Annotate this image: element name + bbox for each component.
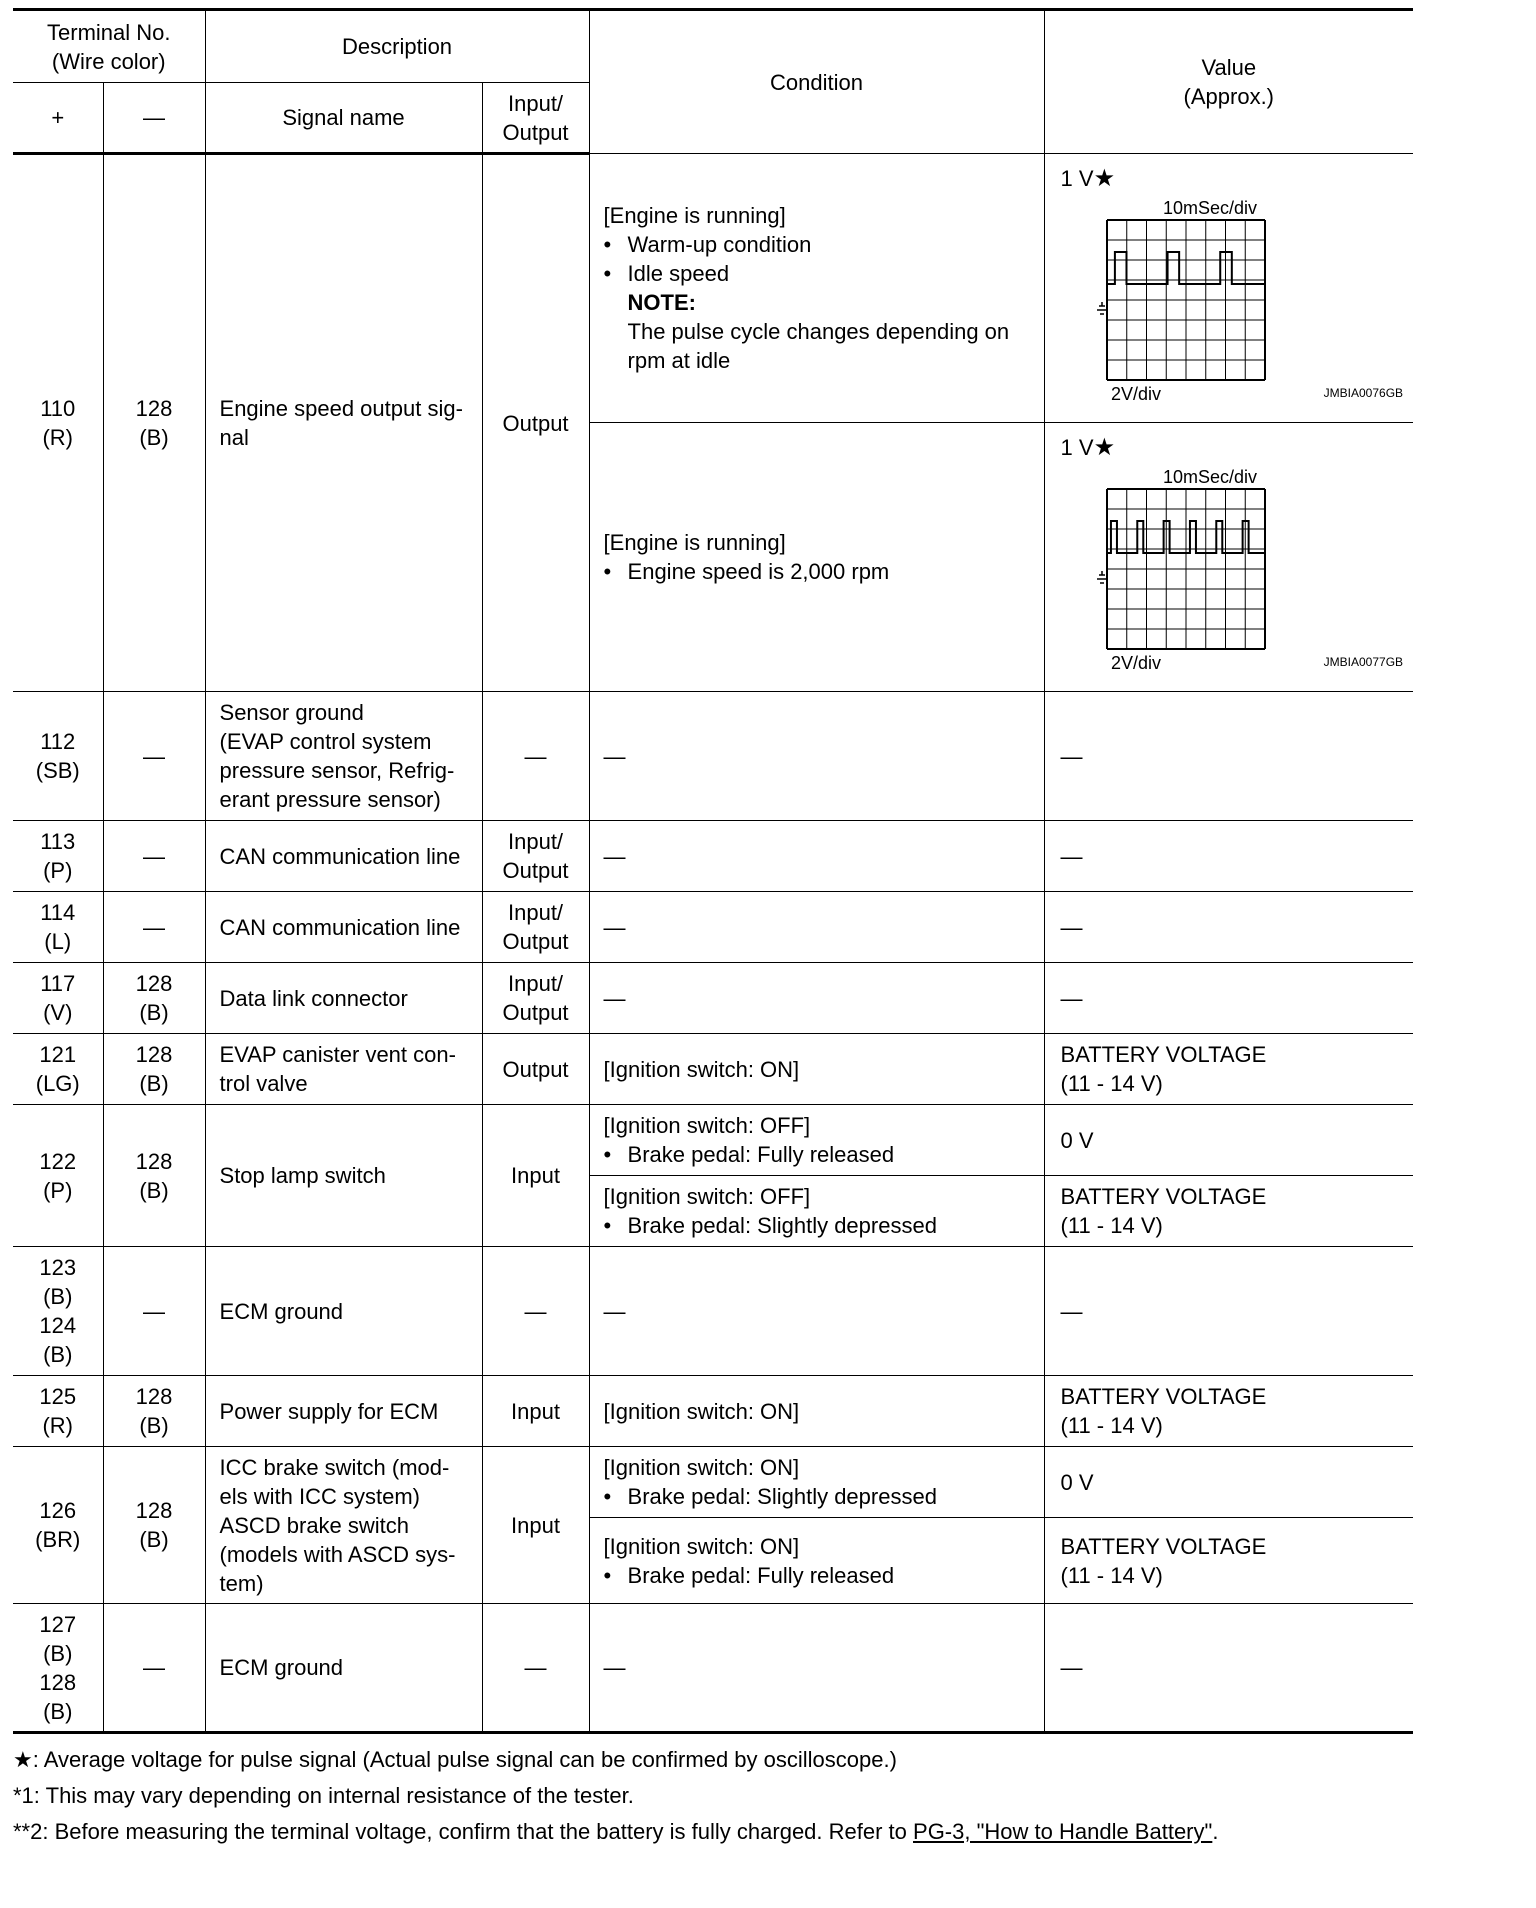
- io-header: [482, 83, 589, 154]
- figure-code: JMBIA0076GB: [1323, 386, 1404, 400]
- figure-code: JMBIA0077GB: [1323, 655, 1404, 669]
- grid: [1107, 220, 1265, 380]
- io-text: Output: [502, 1000, 569, 1025]
- io-cell: [482, 821, 589, 892]
- signal-cell: CAN communication line: [205, 821, 482, 892]
- table-row: [13, 1604, 1413, 1733]
- terminal-number: 122: [39, 1148, 77, 1174]
- io-cell: —: [482, 1604, 589, 1733]
- io-cell: Input: [482, 1376, 589, 1447]
- terminal-number: 124: [39, 1313, 77, 1338]
- condition-cell: [589, 1176, 1044, 1247]
- table-row: [13, 1376, 1413, 1447]
- condition-bullet: • Brake pedal: Fully released: [604, 1140, 1036, 1169]
- condition-cell: —: [589, 1604, 1044, 1733]
- wire-color: (B): [139, 425, 169, 450]
- value-text: BATTERY VOLTAGE: [1060, 1384, 1267, 1409]
- table-row: [13, 692, 1413, 821]
- minus-cell: —: [103, 1604, 205, 1733]
- condition-header: Condition: [589, 10, 1044, 154]
- wire-color: (R): [42, 1413, 74, 1438]
- minus-header: —: [103, 83, 205, 154]
- footnote-2: [13, 1814, 1413, 1850]
- value-text: BATTERY VOLTAGE: [1060, 1042, 1267, 1067]
- minus-cell: —: [103, 1247, 205, 1376]
- condition-head: [Engine is running]: [603, 203, 786, 228]
- plus-cell: [13, 1447, 103, 1604]
- terminal-number: 112: [40, 729, 76, 754]
- table-row: [13, 1105, 1413, 1176]
- signal-name: Sensor ground: [219, 700, 364, 725]
- value-header: [1044, 10, 1413, 154]
- note-text: The pulse cycle changes depending on: [627, 319, 1010, 344]
- terminal-number: 121: [39, 1042, 77, 1067]
- condition-head: [Ignition switch: OFF]: [603, 1113, 811, 1138]
- terminal-number: 126: [39, 1498, 77, 1523]
- ecm-terminal-table: [13, 8, 1413, 1734]
- minus-cell: [103, 154, 205, 692]
- value-cell: —: [1044, 821, 1413, 892]
- footnote-text: : Average voltage for pulse signal (Actual pulse signal can be confirmed by oscilloscope.): [32, 1747, 897, 1772]
- plus-cell: [13, 1247, 103, 1376]
- condition-cell: [589, 1105, 1044, 1176]
- value-cell: [1044, 1176, 1413, 1247]
- condition-bullet: • Brake pedal: Fully released: [604, 1561, 1036, 1590]
- wire-color: (B): [43, 1284, 73, 1309]
- wire-color: (BR): [35, 1527, 81, 1552]
- approx-label: (Approx.): [1183, 84, 1275, 109]
- signal-name: pressure sensor, Refrig-: [219, 758, 455, 783]
- footnote-text: .: [1212, 1819, 1219, 1844]
- condition-bullet: • Idle speed: [604, 259, 1036, 288]
- wire-color: (B): [139, 1413, 169, 1438]
- minus-cell: —: [103, 821, 205, 892]
- table-row: [13, 154, 1413, 423]
- condition-cell: —: [589, 1247, 1044, 1376]
- condition-bullet: • Engine speed is 2,000 rpm: [604, 557, 1036, 586]
- io-text: Input/: [508, 971, 564, 996]
- wire-color: (B): [139, 1527, 169, 1552]
- footnote-star: [13, 1742, 1413, 1778]
- minus-cell: [103, 1376, 205, 1447]
- condition-head: [Ignition switch: ON]: [603, 1533, 800, 1559]
- value-cell: [1044, 1376, 1413, 1447]
- terminal-number: 128: [135, 1384, 173, 1409]
- terminal-number: 128: [135, 1498, 173, 1523]
- io-text: Output: [502, 929, 569, 954]
- table-row: [13, 1247, 1413, 1376]
- condition-cell: —: [589, 963, 1044, 1034]
- signal-name: tem): [219, 1570, 264, 1596]
- time-div-label: 10mSec/div: [1162, 198, 1257, 218]
- wire-color-label: (Wire color): [51, 48, 166, 74]
- condition-head: [Ignition switch: OFF]: [603, 1184, 811, 1209]
- io-cell: Output: [482, 1034, 589, 1105]
- wire-color: (B): [139, 1071, 169, 1096]
- table-row: [13, 1034, 1413, 1105]
- star-icon: ★: [1093, 434, 1116, 461]
- wire-color: (SB): [35, 758, 80, 783]
- star-icon: ★: [13, 1747, 33, 1772]
- io-text: Input/: [508, 829, 564, 854]
- oscilloscope-waveform: [1045, 423, 1414, 691]
- table-row: [13, 821, 1413, 892]
- value-cell: [1044, 1518, 1413, 1604]
- wire-color: (R): [42, 425, 74, 450]
- plus-cell: [13, 1604, 103, 1733]
- plus-cell: [13, 963, 103, 1034]
- ground-icon: [1097, 302, 1107, 314]
- wire-color: (B): [43, 1342, 73, 1367]
- signal-name-header: Signal name: [205, 83, 482, 154]
- terminal-number: 110: [40, 396, 76, 421]
- volt-div-label: 2V/div: [1110, 384, 1161, 404]
- description-header: Description: [205, 10, 589, 83]
- wire-color: (LG): [35, 1071, 80, 1096]
- value-cell: —: [1044, 692, 1413, 821]
- signal-name: Engine speed output sig-: [219, 396, 463, 421]
- plus-cell: [13, 692, 103, 821]
- value-text: (11 - 14 V): [1060, 1213, 1163, 1238]
- condition-cell: [Ignition switch: ON]: [589, 1034, 1044, 1105]
- terminal-number: 128: [39, 1669, 77, 1695]
- wire-color: (B): [139, 1177, 169, 1203]
- plus-cell: [13, 892, 103, 963]
- io-cell: Input: [482, 1105, 589, 1247]
- condition-bullet: • Warm-up condition: [604, 230, 1036, 259]
- condition-cell: [Ignition switch: ON]: [589, 1376, 1044, 1447]
- value-text: (11 - 14 V): [1060, 1413, 1163, 1438]
- minus-cell: [103, 963, 205, 1034]
- star-icon: ★: [1093, 165, 1116, 192]
- signal-cell: ECM ground: [205, 1604, 482, 1733]
- signal-name: (models with ASCD sys-: [219, 1541, 456, 1567]
- condition-bullet: • Brake pedal: Slightly depressed: [604, 1482, 1036, 1511]
- terminal-number: 114: [40, 900, 76, 925]
- wire-color: (P): [43, 858, 73, 883]
- terminal-number: 117: [40, 971, 76, 996]
- terminal-number: 125: [39, 1384, 77, 1409]
- signal-name: erant pressure sensor): [219, 787, 441, 812]
- table-row: [13, 1447, 1413, 1518]
- signal-name: trol valve: [219, 1071, 308, 1096]
- signal-name: els with ICC system): [219, 1483, 420, 1509]
- io-cell: [482, 892, 589, 963]
- io-label-1: Input/: [508, 90, 564, 116]
- signal-cell: ECM ground: [205, 1247, 482, 1376]
- terminal-number: 113: [40, 829, 76, 854]
- value-cell: [1044, 423, 1413, 692]
- io-cell: —: [482, 692, 589, 821]
- voltage-value: 1 V: [1060, 166, 1094, 191]
- note-text: rpm at idle: [627, 348, 731, 373]
- signal-name: (EVAP control system: [219, 729, 432, 754]
- value-text: (11 - 14 V): [1060, 1562, 1163, 1588]
- footnote-text: **2: Before measuring the terminal voltage, confirm that the battery is fully charged. Refer to: [13, 1819, 914, 1844]
- terminal-number: 128: [135, 971, 173, 996]
- signal-name: ASCD brake switch: [219, 1512, 410, 1538]
- value-cell: —: [1044, 892, 1413, 963]
- signal-cell: [205, 1447, 482, 1604]
- value-text: (11 - 14 V): [1060, 1071, 1163, 1096]
- value-cell: [1044, 154, 1413, 423]
- ground-icon: [1097, 571, 1107, 583]
- value-text: BATTERY VOLTAGE: [1060, 1184, 1267, 1209]
- condition-cell: [589, 1518, 1044, 1604]
- value-cell: 0 V: [1044, 1447, 1413, 1518]
- minus-cell: [103, 1447, 205, 1604]
- plus-cell: [13, 1034, 103, 1105]
- terminal-no-header: [13, 10, 205, 83]
- terminal-number: 127: [39, 1611, 77, 1637]
- table-row: [13, 892, 1413, 963]
- condition-cell: —: [589, 692, 1044, 821]
- io-text: Input/: [508, 900, 564, 925]
- value-cell: —: [1044, 1247, 1413, 1376]
- wire-color: (L): [44, 929, 72, 954]
- value-cell: [1044, 1034, 1413, 1105]
- condition-cell: [589, 154, 1044, 423]
- page: [13, 8, 1413, 1850]
- wire-color: (B): [43, 1698, 73, 1724]
- wire-color: (V): [43, 1000, 73, 1025]
- terminal-no-label: Terminal No.: [47, 19, 171, 45]
- terminal-number: 123: [39, 1255, 77, 1280]
- condition-cell: [589, 1447, 1044, 1518]
- plus-cell: [13, 821, 103, 892]
- minus-cell: [103, 1034, 205, 1105]
- signal-name: nal: [219, 425, 249, 450]
- terminal-number: 128: [135, 1148, 173, 1174]
- signal-cell: [205, 154, 482, 692]
- minus-cell: [103, 1105, 205, 1247]
- io-label-2: Output: [502, 119, 569, 145]
- footnotes: [13, 1742, 1413, 1850]
- plus-cell: [13, 1105, 103, 1247]
- io-cell: —: [482, 1247, 589, 1376]
- note-heading: NOTE:: [627, 290, 696, 315]
- signal-cell: CAN communication line: [205, 892, 482, 963]
- header-row-1: [13, 10, 1413, 83]
- minus-cell: —: [103, 892, 205, 963]
- time-div-label: 10mSec/div: [1162, 467, 1257, 487]
- battery-handling-link[interactable]: PG-3, "How to Handle Battery": [913, 1819, 1213, 1844]
- condition-head: [Ignition switch: ON]: [603, 1455, 800, 1480]
- signal-name: ICC brake switch (mod-: [219, 1454, 450, 1480]
- value-label: Value: [1201, 55, 1257, 80]
- signal-cell: Data link connector: [205, 963, 482, 1034]
- volt-div-label: 2V/div: [1110, 653, 1161, 673]
- oscilloscope-waveform: [1045, 154, 1414, 422]
- io-cell: Output: [482, 154, 589, 692]
- voltage-value: 1 V: [1060, 435, 1094, 460]
- signal-cell: [205, 1034, 482, 1105]
- condition-cell: —: [589, 821, 1044, 892]
- condition-cell: —: [589, 892, 1044, 963]
- value-text: BATTERY VOLTAGE: [1060, 1533, 1267, 1559]
- terminal-number: 128: [135, 396, 173, 421]
- signal-name: EVAP canister vent con-: [219, 1042, 456, 1067]
- condition-cell: [589, 423, 1044, 692]
- signal-cell: Power supply for ECM: [205, 1376, 482, 1447]
- value-cell: —: [1044, 963, 1413, 1034]
- plus-header: +: [13, 83, 103, 154]
- plus-cell: [13, 1376, 103, 1447]
- value-cell: —: [1044, 1604, 1413, 1733]
- minus-cell: —: [103, 692, 205, 821]
- wire-color: (B): [43, 1640, 73, 1666]
- table-row: [13, 963, 1413, 1034]
- io-cell: Input: [482, 1447, 589, 1604]
- value-cell: 0 V: [1044, 1105, 1413, 1176]
- wire-color: (B): [139, 1000, 169, 1025]
- wire-color: (P): [43, 1177, 73, 1203]
- signal-cell: [205, 692, 482, 821]
- footnote-1: *1: This may vary depending on internal resistance of the tester.: [13, 1783, 634, 1808]
- io-text: Output: [502, 858, 569, 883]
- signal-cell: Stop lamp switch: [205, 1105, 482, 1247]
- grid: [1107, 489, 1265, 649]
- condition-bullet: • Brake pedal: Slightly depressed: [604, 1211, 1036, 1240]
- condition-head: [Engine is running]: [603, 530, 786, 555]
- io-cell: [482, 963, 589, 1034]
- plus-cell: [13, 154, 103, 692]
- terminal-number: 128: [135, 1042, 173, 1067]
